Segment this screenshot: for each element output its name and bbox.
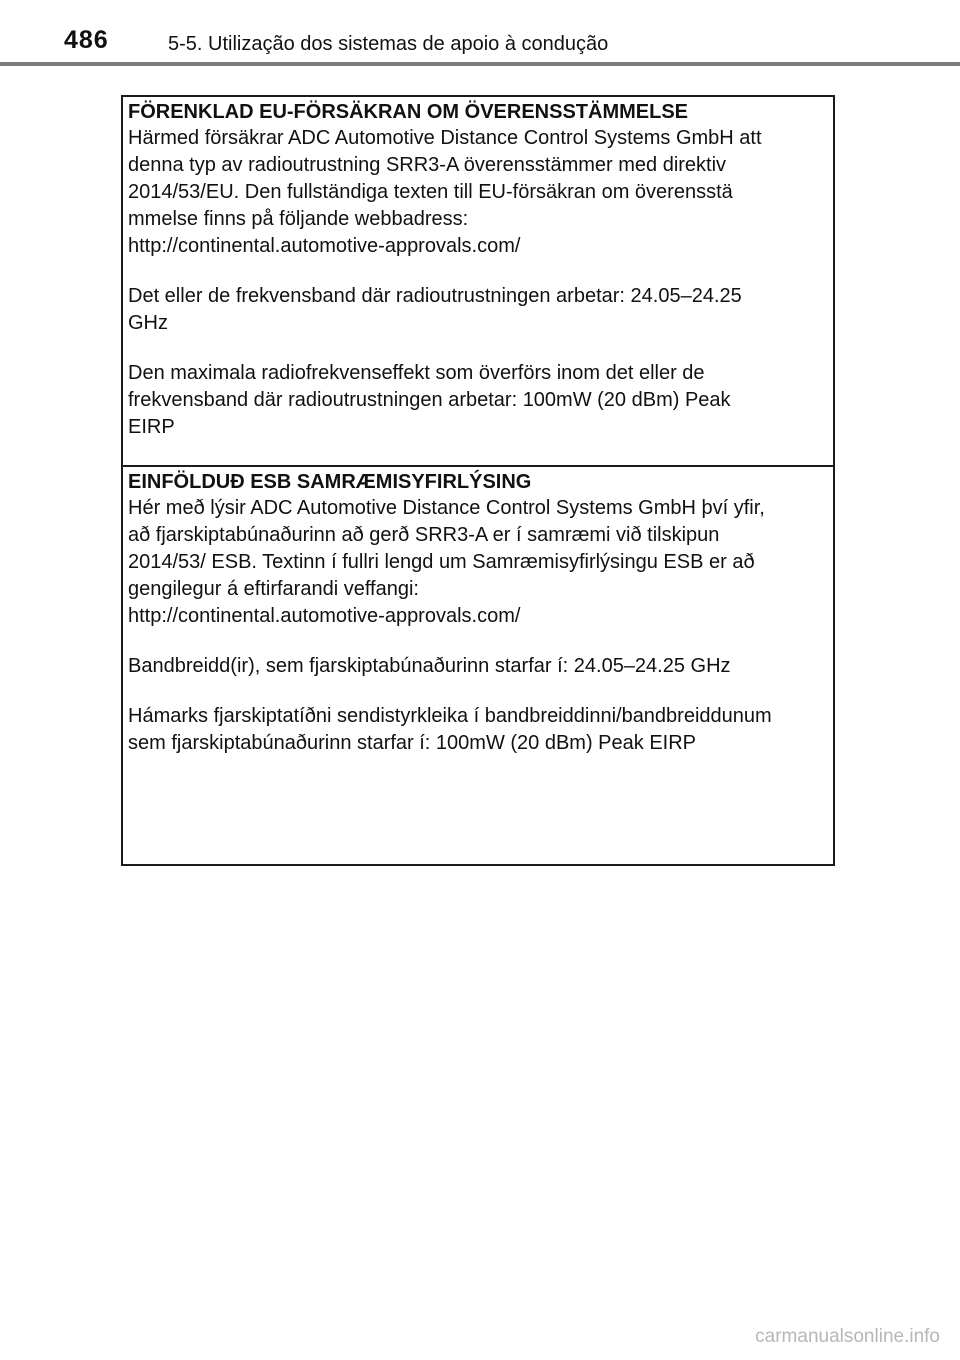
declaration-heading-icelandic: EINFÖLDUÐ ESB SAMRÆMISYFIRLÝSING [128,471,532,493]
text-line: mmelse finns på följande webbadress: [128,208,469,230]
section-title: 5-5. Utilização dos sistemas de apoio à condução [168,33,609,55]
declaration-paragraph-icelandic-3 [128,703,829,757]
text-line: denna typ av radioutrustning SRR3-A överensstämmer med direktiv [128,154,727,176]
declaration-box [121,95,835,866]
page-header [0,0,960,66]
text-line: Hámarks fjarskiptatíðni sendistyrkleika í bandbreiddinni/bandbreiddunum [128,705,772,727]
declaration-paragraph-swedish-2 [128,283,829,337]
text-line: GHz [128,312,168,334]
page-number: 486 [64,26,109,54]
declaration-paragraph-swedish-3 [128,360,829,441]
text-line: 2014/53/EU. Den fullständiga texten till EU-försäkran om överensstä [128,181,733,203]
text-line: að fjarskiptabúnaðurinn að gerð SRR3-A er í samræmi við tilskipun [128,524,720,546]
header-rule [0,62,960,66]
text-line: sem fjarskiptabúnaðurinn starfar í: 100mW (20 dBm) Peak EIRP [128,732,697,754]
approval-url-icelandic: http://continental.automotive-approvals.com/ [128,605,521,627]
text-line: Det eller de frekvensband där radioutrustningen arbetar: 24.05–24.25 [128,285,742,307]
declaration-paragraph-swedish-1 [128,125,829,260]
text-line: Hér með lýsir ADC Automotive Distance Control Systems GmbH því yfir, [128,497,765,519]
text-line: 2014/53/ ESB. Textinn í fullri lengd um Samræmisyfirlýsingu ESB er að [128,551,755,573]
text-line: Den maximala radiofrekvenseffekt som överförs inom det eller de [128,362,705,384]
text-line: EIRP [128,416,175,438]
text-line: Bandbreidd(ir), sem fjarskiptabúnaðurinn starfar í: 24.05–24.25 GHz [128,655,731,677]
declaration-paragraph-icelandic-2 [128,653,829,680]
declaration-swedish [123,97,833,465]
declaration-paragraph-icelandic-1 [128,495,829,630]
declaration-icelandic [123,465,833,866]
text-line: Härmed försäkrar ADC Automotive Distance Control Systems GmbH att [128,127,762,149]
approval-url-swedish: http://continental.automotive-approvals.com/ [128,235,521,257]
text-line: frekvensband där radioutrustningen arbetar: 100mW (20 dBm) Peak [128,389,731,411]
declaration-heading-swedish: FÖRENKLAD EU-FÖRSÄKRAN OM ÖVERENSSTÄMMELSE [128,101,689,123]
text-line: gengilegur á eftirfarandi veffangi: [128,578,419,600]
watermark: carmanualsonline.info [755,1326,940,1347]
